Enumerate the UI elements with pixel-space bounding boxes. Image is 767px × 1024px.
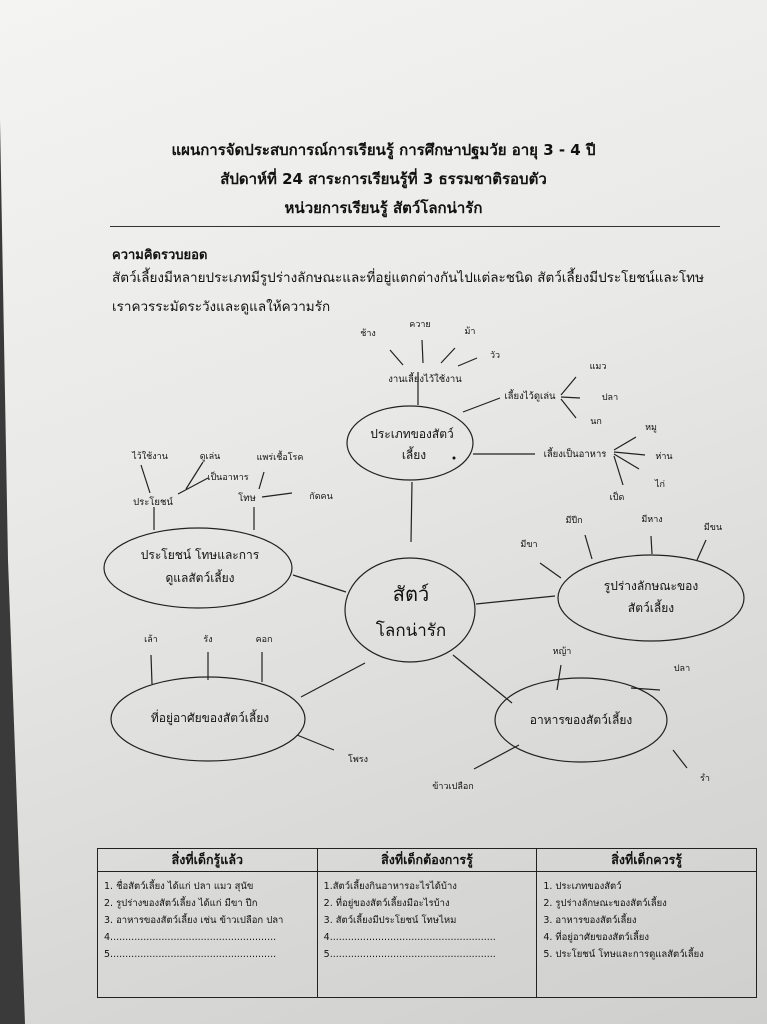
unit-title: หน่วยการเรียนรู้ สัตว์โลกน่ารัก (284, 199, 483, 217)
leaf-for-food: เป็นอาหาร (207, 473, 249, 483)
concept-heading: ความคิดรวบยอด (112, 248, 208, 263)
leaf-goose: ห่าน (655, 452, 673, 462)
list-item: 3. อาหารของสัตว์เลี้ยง (543, 915, 637, 926)
want-cell (317, 872, 537, 998)
types-node (347, 406, 473, 480)
should-cell (537, 872, 757, 998)
leaf-grass: หญ้า (552, 647, 572, 657)
header-want: สิ่งที่เด็กต้องการรู้ (317, 849, 537, 872)
known-cell (98, 872, 318, 998)
leaf-for-play: ดูเล่น (199, 452, 221, 462)
list-item: 4. ที่อยู่อาศัยของสัตว์เลี้ยง (543, 932, 649, 943)
leaf-elephant: ช้าง (360, 329, 376, 339)
leaf-fur: มีขน (703, 523, 723, 533)
leaf-bite: กัดคน (309, 492, 333, 502)
food-animals-label: เลี้ยงเป็นอาหาร (543, 449, 607, 460)
list-item: 5....................................................... (104, 949, 277, 960)
header-known: สิ่งที่เด็กรู้แล้ว (98, 849, 318, 872)
center-node (345, 558, 475, 662)
leaf-duck: เป็ด (609, 493, 625, 503)
leaf-burrow: โพรง (348, 755, 368, 765)
leaf-bird: นก (590, 417, 602, 427)
types-label-1: ประเภทของสัตว์ (370, 427, 454, 441)
leaf-legs: มีขา (520, 540, 538, 550)
leaf-buffalo: ควาย (409, 320, 431, 330)
list-item: 2. ที่อยู่ของสัตว์เลี้ยงมีอะไรบ้าง (323, 898, 450, 909)
list-item: 2. รูปร่างลักษณะของสัตว์เลี้ยง (543, 898, 667, 909)
learning-table (97, 848, 757, 998)
leaf-wings: มีปีก (565, 516, 583, 526)
leaf-pig: หมู (645, 423, 657, 433)
leaf-for-work: ไว้ใช้งาน (132, 452, 168, 462)
benefit-node (104, 528, 292, 608)
leaf-coop: เล้า (144, 635, 158, 645)
leaf-cat: แมว (589, 362, 607, 372)
leaf-horse: ม้า (464, 327, 476, 337)
leaf-bran: รำ (700, 774, 710, 784)
list-item: 1. ประเภทของสัตว์ (543, 881, 622, 892)
plan-title: แผนการจัดประสบการณ์การเรียนรู้ การศึกษาปฐมวัย อายุ 3 - 4 ปี (171, 141, 596, 159)
leaf-nest: รัง (203, 635, 213, 645)
center-label-1: สัตว์ (392, 582, 430, 606)
concept-text-line1: สัตว์เลี้ยงมีหลายประเภทมีรูปร่างลักษณะและที่อยู่แตกต่างกันไปแต่ละชนิด สัตว์เลี้ยงมีประโยชน์และโทษ (112, 270, 704, 286)
header-should: สิ่งที่เด็กควรรู้ (537, 849, 757, 872)
concept-text-line2: เราควรระมัดระวังและดูแลให้ความรัก (112, 299, 331, 315)
work-animals-label: งานเลี้ยงไว้ใช้งาน (388, 374, 462, 385)
shape-node (558, 555, 744, 641)
leaf-fish-food: ปลา (673, 664, 691, 674)
list-item: 1.สัตว์เลี้ยงกินอาหารอะไรได้บ้าง (323, 881, 457, 892)
list-item: 2. รูปร่างของสัตว์เลี้ยง ได้แก่ มีขา ปีก (104, 898, 258, 909)
list-item: 4....................................................... (323, 932, 496, 943)
shape-label-2: สัตว์เลี้ยง (627, 601, 675, 615)
list-item: 1. ชื่อสัตว์เลี้ยง ได้แก่ ปลา แมว สุนัข (104, 881, 254, 892)
benefit-good-label: ประโยชน์ (133, 497, 173, 508)
list-item: 3. อาหารของสัตว์เลี้ยง เช่น ข้าวเปลือก ปลา (104, 915, 284, 926)
benefit-bad-label: โทษ (238, 493, 256, 504)
week-title: สัปดาห์ที่ 24 สาระการเรียนรู้ที่ 3 ธรรมชาติรอบตัว (220, 170, 547, 188)
leaf-paddy: ข้าวเปลือก (432, 782, 474, 792)
pet-animals-label: เลี้ยงไว้ดูเล่น (504, 391, 556, 402)
leaf-spread-disease: แพร่เชื้อโรค (256, 453, 304, 463)
benefit-label-1: ประโยชน์ โทษและการ (140, 548, 260, 562)
center-label-2: โลกน่ารัก (375, 621, 447, 641)
leaf-fish: ปลา (601, 393, 619, 403)
list-item: 5. ประโยชน์ โทษและการดูแลสัตว์เลี้ยง (543, 949, 704, 960)
benefit-label-2: ดูแลสัตว์เลี้ยง (165, 571, 235, 585)
list-item: 4....................................................... (104, 932, 277, 943)
types-label-2: เลี้ยง (401, 448, 427, 462)
food-label: อาหารของสัตว์เลี้ยง (529, 713, 633, 727)
leaf-pen: คอก (255, 635, 273, 645)
list-item: 3. สัตว์เลี้ยงมีประโยชน์ โทษไหม (323, 915, 457, 926)
list-item: 5....................................................... (323, 949, 496, 960)
habitat-label: ที่อยู่อาศัยของสัตว์เลี้ยง (150, 711, 270, 725)
shape-label-1: รูปร่างลักษณะของ (603, 579, 699, 593)
leaf-chicken: ไก่ (655, 480, 665, 490)
leaf-tail: มีหาง (641, 515, 663, 525)
leaf-cow: วัว (489, 351, 501, 361)
